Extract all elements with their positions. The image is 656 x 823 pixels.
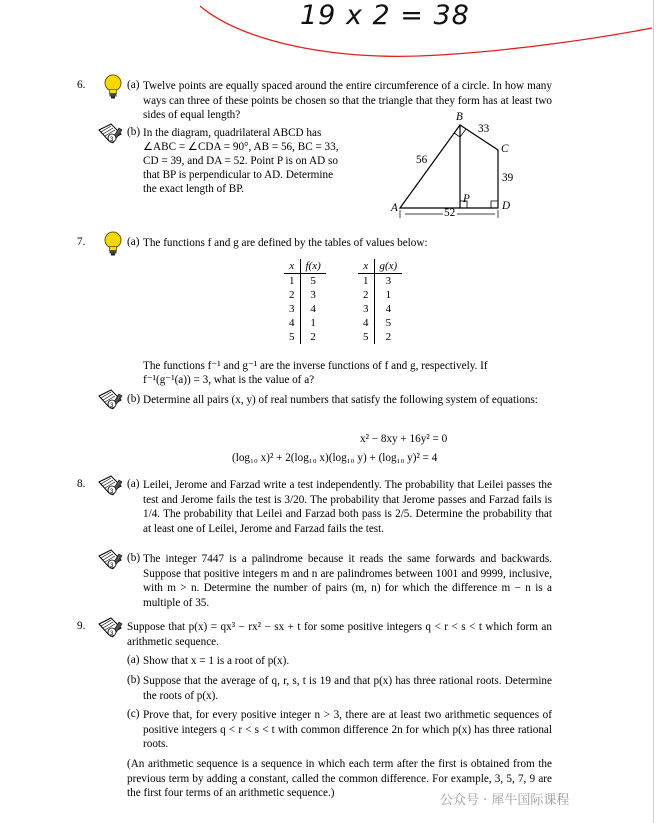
diagram-label-B: B [456,111,463,123]
f-table-cell: 5 [310,275,316,287]
question-number-8: 8. [77,478,86,490]
svg-text:3: 3 [110,563,114,569]
q7a-text2-line1: The functions f⁻¹ and g⁻¹ are the inverse functions of f and g, respectively. If [143,360,488,372]
f-table-cell: 2 [310,331,316,343]
f-table-cell: 4 [284,316,300,330]
q9b-text: Suppose that the average of q, r, s, t is 19 and that p(x) has three rational roots. Determine the roots of p(x). [143,675,552,702]
f-table-cell: 1 [284,274,300,289]
g-table-cell: 2 [358,288,374,302]
q7b-label: (b) [127,393,141,405]
diagram-label-P: P [463,193,470,205]
question-number-9: 9. [77,620,86,632]
pencil-paper-icon [97,548,123,570]
pencil-paper-icon [97,616,123,638]
q7a-label: (a) [127,236,140,248]
diagram-length-DA: 52 [444,207,456,219]
diagram-length-CD: 39 [502,172,514,184]
question-number-6: 6. [77,79,86,91]
g-table-cell: 5 [358,330,374,344]
q8b-text: The integer 7447 is a palindrome because it reads the same forwards and backwards. Suppose that positive integers m and n are palindromes between 1001 and 9999, inclusive, with m > n. Determine the number of pairs (m, n) for which the difference m − n is a multiple of 35. [143,553,552,609]
q6a-text: Twelve points are equally spaced around the entire circumference of a circle. In how many ways can three of these points be chosen so that the triangle that they form has at least two sides of equal length? [143,80,552,122]
f-table [284,259,326,344]
pencil-paper-icon [97,474,123,496]
q6b-line1: In the diagram, quadrilateral ABCD has [143,127,322,139]
diagram-label-A: A [391,202,398,214]
svg-text:3: 3 [110,631,114,637]
q9c-label: (c) [127,708,140,720]
q9a-text: Show that x = 1 is a root of p(x). [143,655,290,667]
g-table-cell: 1 [385,289,392,301]
diagram-label-C: C [501,143,509,155]
question-number-7: 7. [77,236,86,248]
q6a-label: (a) [127,79,140,91]
q7b-equation-2: (log₁₀ x)² + 2(log₁₀ x)(log₁₀ y) + (log₁₀ y)² = 4 [232,452,438,464]
f-table-cell: 1 [310,317,316,329]
g-table-header-x: x [358,259,374,274]
f-table-cell: 3 [310,289,316,301]
f-table-header-fx: f(x) [300,259,326,274]
f-table-cell: 2 [284,288,300,302]
svg-text:3: 3 [110,137,114,143]
q9-intro: Suppose that p(x) = qx³ − rx² − sx + t for some positive integers q < r < s < t which form an arithmetic sequence. [127,621,552,648]
lightbulb-icon [103,231,123,257]
q7a-text2-line2: f⁻¹(g⁻¹(a)) = 3, what is the value of a? [143,374,315,386]
diagram-length-AB: 56 [416,154,428,166]
f-table-cell: 3 [284,302,300,316]
q9-note: (An arithmetic sequence is a sequence in which each term after the first is obtained from the previous term by adding a constant, called the common difference. For example, 3, 5, 7, 9 are the first four terms of an arithmetic sequence.) [127,758,552,800]
pencil-paper-icon [97,388,123,410]
q8a-label: (a) [127,478,140,490]
q8a-text: Leilei, Jerome and Farzad write a test independently. The probability that Leilei passes the test and Jerome fails the test is 3/20. The probability that Jerome passes and Farzad fails is 1/4. The probability that Leilei and Farzad both pass is 2/5. Determine the probability that at least one of Leilei, Jerome and Farzad fails the test. [143,479,552,535]
q6b-line4: that BP is perpendicular to AD. Determine [143,169,334,181]
q9a-label: (a) [127,654,140,666]
svg-text:3: 3 [110,489,114,495]
pencil-paper-icon [97,122,123,144]
q9c-text: Prove that, for every positive integer n > 3, there are at least two arithmetic sequences of positive integers q < r < s < t with common difference 2n for which p(x) has three rational roots. [143,709,552,751]
q7b-text: Determine all pairs (x, y) of real numbers that satisfy the following system of equations: [143,394,538,406]
q8b-label: (b) [127,552,141,564]
g-table-header-gx: g(x) [374,259,402,274]
q9b-label: (b) [127,674,141,686]
diagram-length-BC: 33 [478,123,490,135]
g-table-cell: 3 [385,275,392,287]
handwritten-note: 19 x 2 = 38 [300,0,470,31]
f-table-header-x: x [284,259,300,274]
q6b-line3: CD = 39, and DA = 52. Point P is on AD so [143,155,338,167]
q6b-line5: the exact length of BP. [143,183,244,195]
q6b-label: (b) [127,126,141,138]
svg-text:3: 3 [110,403,114,409]
watermark: 公众号 · 犀牛国际课程 [440,793,570,808]
f-table-cell: 5 [284,330,300,344]
g-table-cell: 5 [385,317,392,329]
diagram-label-D: D [502,200,511,212]
g-table [358,259,402,344]
q7a-text: The functions f and g are defined by the tables of values below: [143,237,428,249]
g-table-cell: 1 [358,274,374,289]
lightbulb-icon [103,74,123,100]
q6b-line2: ∠ABC = ∠CDA = 90°, AB = 56, BC = 33, [143,141,339,153]
g-table-cell: 4 [358,316,374,330]
g-table-cell: 4 [385,303,392,315]
f-table-cell: 4 [310,303,316,315]
g-table-cell: 2 [385,331,392,343]
g-table-cell: 3 [358,302,374,316]
q7b-equation-1: x² − 8xy + 16y² = 0 [360,433,448,445]
